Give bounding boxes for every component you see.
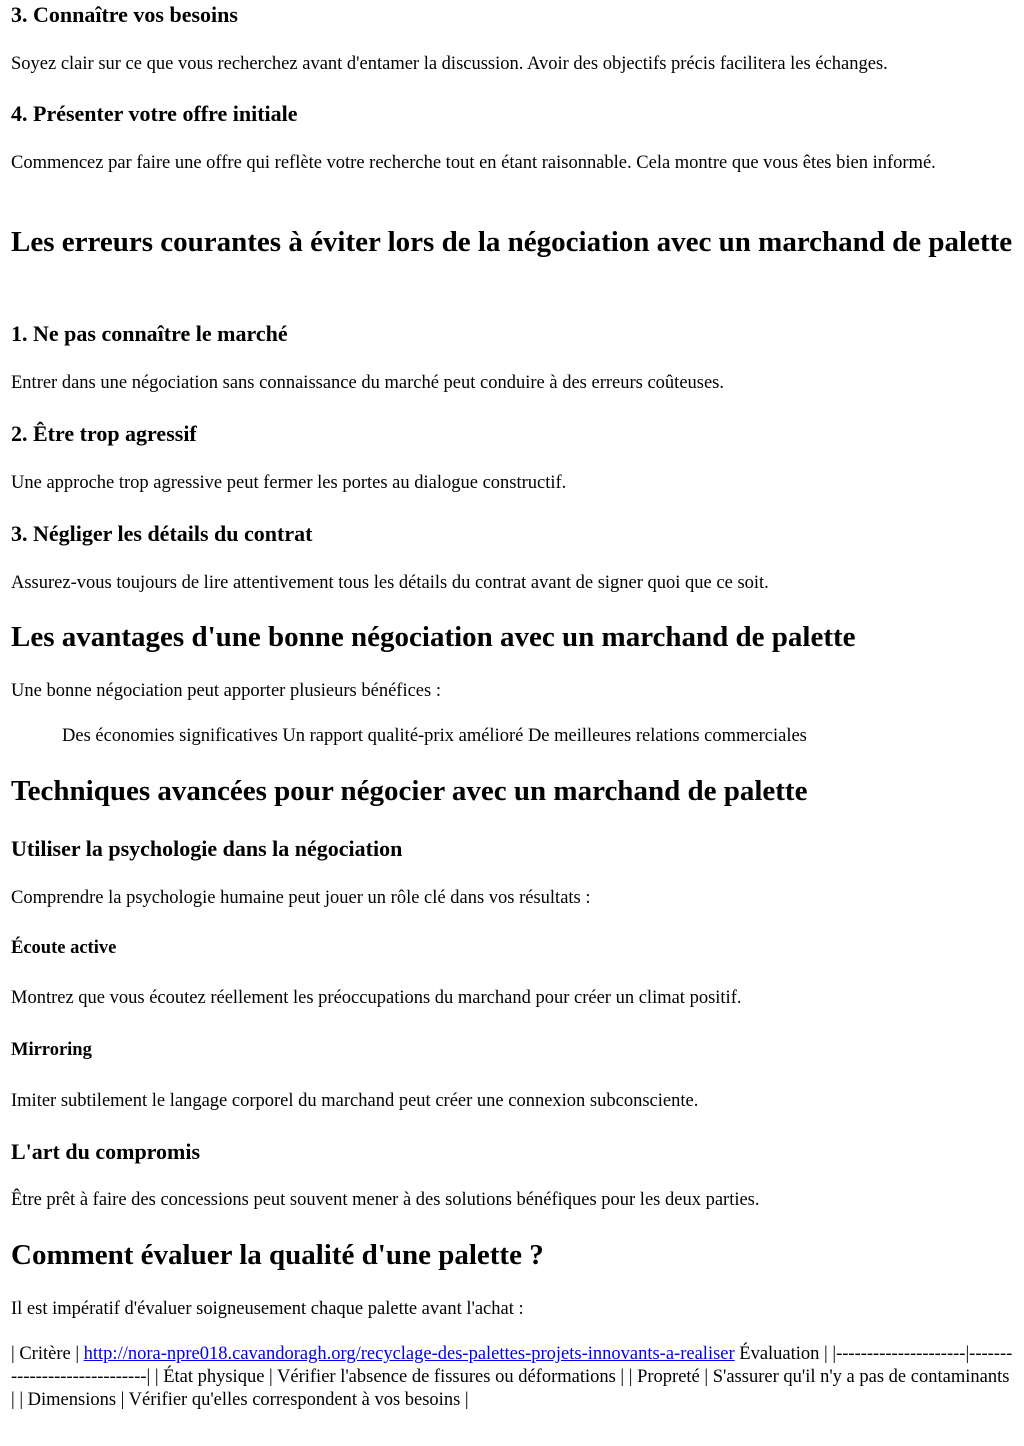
- paragraph-mirroring: Imiter subtilement le langage corporel du marchand peut créer une connexion subconsciente.: [11, 1091, 699, 1111]
- paragraph-avantages: Une bonne négociation peut apporter plusieurs bénéfices :: [11, 681, 441, 701]
- recyclage-palettes-link[interactable]: http://nora-npre018.cavandoragh.org/recyclage-des-palettes-projets-innovants-a-realiser: [83, 1344, 735, 1364]
- paragraph-qualite: Il est impératif d'évaluer soigneusement chaque palette avant l'achat :: [11, 1299, 524, 1319]
- list-avantages: Des économies significatives Un rapport qualité-prix amélioré De meilleures relations commerciales: [62, 726, 807, 746]
- table-prefix: | Critère |: [11, 1344, 84, 1364]
- paragraph-psychologie: Comprendre la psychologie humaine peut jouer un rôle clé dans vos résultats :: [11, 888, 591, 908]
- paragraph-marche: Entrer dans une négociation sans connaissance du marché peut conduire à des erreurs coûteuses.: [11, 373, 725, 393]
- heading-evaluer-qualite: Comment évaluer la qualité d'une palette ?: [11, 1239, 544, 1271]
- heading-psychologie: Utiliser la psychologie dans la négociation: [11, 836, 403, 861]
- heading-techniques: Techniques avancées pour négocier avec un marchand de palette: [11, 775, 808, 807]
- heading-compromis: L'art du compromis: [11, 1139, 201, 1164]
- heading-trop-agressif: 2. Être trop agressif: [11, 421, 197, 446]
- heading-ecoute-active: Écoute active: [11, 938, 117, 958]
- table-markdown-text: [11, 1343, 1015, 1412]
- heading-erreurs-courantes: Les erreurs courantes à éviter lors de la négociation avec un marchand de palette: [11, 226, 1013, 258]
- paragraph-offre: Commencez par faire une offre qui reflète votre recherche tout en étant raisonnable. Cela montre que vous êtes bien informé.: [11, 153, 936, 173]
- paragraph-agressif: Une approche trop agressive peut fermer les portes au dialogue constructif.: [11, 473, 567, 493]
- paragraph-besoins: Soyez clair sur ce que vous recherchez avant d'entamer la discussion. Avoir des objectifs précis facilitera les échanges.: [11, 54, 888, 74]
- heading-avantages: Les avantages d'une bonne négociation avec un marchand de palette: [11, 621, 856, 653]
- heading-offre-initiale: 4. Présenter votre offre initiale: [11, 101, 298, 126]
- heading-connaitre-besoins: 3. Connaître vos besoins: [11, 2, 238, 27]
- paragraph-compromis: Être prêt à faire des concessions peut souvent mener à des solutions bénéfiques pour les deux parties.: [11, 1190, 760, 1210]
- table-rest: Évaluation | |---------------------|-----------------------------| | État physique | Vérifier l'absence de fissures ou déformations | | Propreté | S'assurer qu'il n'y a pas de contaminants | | Dimensions | Vérifier qu'elles correspondent à vos besoins |: [11, 1344, 1013, 1410]
- paragraph-ecoute: Montrez que vous écoutez réellement les préoccupations du marchand pour créer un climat positif.: [11, 988, 742, 1008]
- heading-mirroring: Mirroring: [11, 1040, 92, 1060]
- paragraph-contrat: Assurez-vous toujours de lire attentivement tous les détails du contrat avant de signer quoi que ce soit.: [11, 573, 769, 593]
- heading-connaitre-marche: 1. Ne pas connaître le marché: [11, 321, 288, 346]
- heading-details-contrat: 3. Négliger les détails du contrat: [11, 521, 313, 546]
